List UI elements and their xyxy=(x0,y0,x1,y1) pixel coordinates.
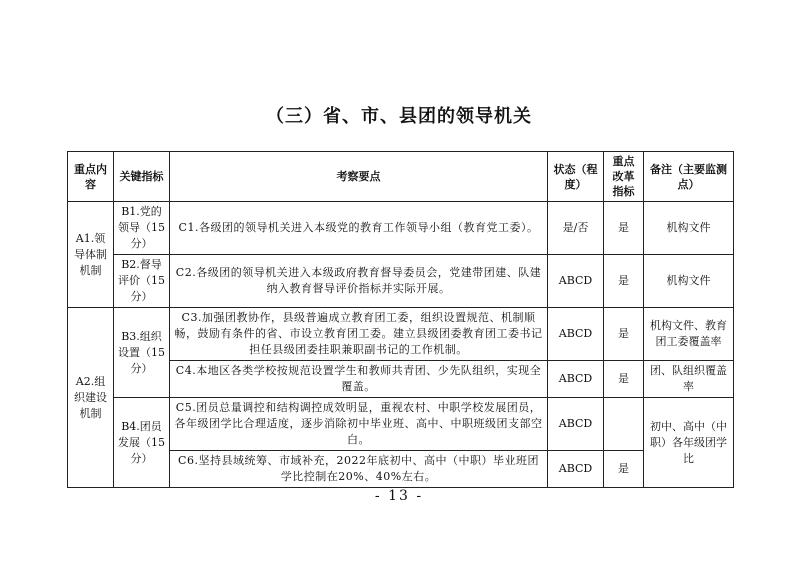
header-note: 备注（主要监测点） xyxy=(644,152,734,202)
page-title: （三）省、市、县团的领导机关 xyxy=(266,106,532,127)
header-status: 状态（程度） xyxy=(548,152,604,202)
note-cell: 机构文件 xyxy=(644,202,734,255)
note-cell: 团、队组织覆盖率 xyxy=(644,361,734,398)
indicator-cell: B4.团员发展（15分） xyxy=(114,398,170,488)
note-cell: 机构文件、教育团工委覆盖率 xyxy=(644,308,734,361)
reform-cell: 是 xyxy=(604,255,644,308)
reform-cell: 是 xyxy=(604,361,644,398)
header-requirement: 考察要点 xyxy=(170,152,548,202)
status-cell: ABCD xyxy=(548,361,604,398)
status-cell: 是/否 xyxy=(548,202,604,255)
indicator-cell: B2.督导评价（15分） xyxy=(114,255,170,308)
table-row xyxy=(68,308,734,361)
status-cell: ABCD xyxy=(548,451,604,488)
reform-cell: 是 xyxy=(604,308,644,361)
requirement-cell: C1.各级团的领导机关进入本级党的教育工作领导小组（教育党工委）。 xyxy=(170,202,548,255)
requirement-cell: C2.各级团的领导机关进入本级政府教育督导委员会，党建带团建、队建纳入教育督导评价指标并实际开展。 xyxy=(170,255,548,308)
requirement-cell: C4.本地区各类学校按规范设置学生和教师共青团、少先队组织，实现全覆盖。 xyxy=(170,361,548,398)
header-indicator: 关键指标 xyxy=(114,152,170,202)
key-content-cell: A2.组织建设机制 xyxy=(68,308,114,488)
note-cell: 初中、高中（中职）各年级团学比 xyxy=(644,398,734,488)
table-row xyxy=(68,398,734,451)
note-cell: 机构文件 xyxy=(644,255,734,308)
reform-cell: 是 xyxy=(604,202,644,255)
page-number: - 13 - xyxy=(374,488,424,504)
status-cell: ABCD xyxy=(548,398,604,451)
requirement-cell: C6.坚持县域统筹、市域补充，2022年底初中、高中（中职）毕业班团学比控制在20%、40%左右。 xyxy=(170,451,548,488)
status-cell: ABCD xyxy=(548,308,604,361)
indicator-cell: B1.党的领导（15分） xyxy=(114,202,170,255)
evaluation-table xyxy=(67,151,734,488)
indicator-cell: B3.组织设置（15分） xyxy=(114,308,170,398)
reform-cell xyxy=(604,398,644,451)
key-content-cell: A1.领导体制机制 xyxy=(68,202,114,308)
table-row xyxy=(68,255,734,308)
status-cell: ABCD xyxy=(548,255,604,308)
header-reform: 重点改革指标 xyxy=(604,152,644,202)
reform-cell: 是 xyxy=(604,451,644,488)
requirement-cell: C3.加强团教协作，县级普遍成立教育团工委，组织设置规范、机制顺畅，鼓励有条件的省、市设立教育团工委。建立县级团委教育团工委书记担任县级团委挂职兼职副书记的工作机制。 xyxy=(170,308,548,361)
table-header-row xyxy=(68,152,734,202)
requirement-cell: C5.团员总量调控和结构调控成效明显，重视农村、中职学校发展团员，各年级团学比合理适度，逐步消除初中毕业班、高中、中职班级团支部空白。 xyxy=(170,398,548,451)
header-key-content: 重点内容 xyxy=(68,152,114,202)
table-row xyxy=(68,202,734,255)
